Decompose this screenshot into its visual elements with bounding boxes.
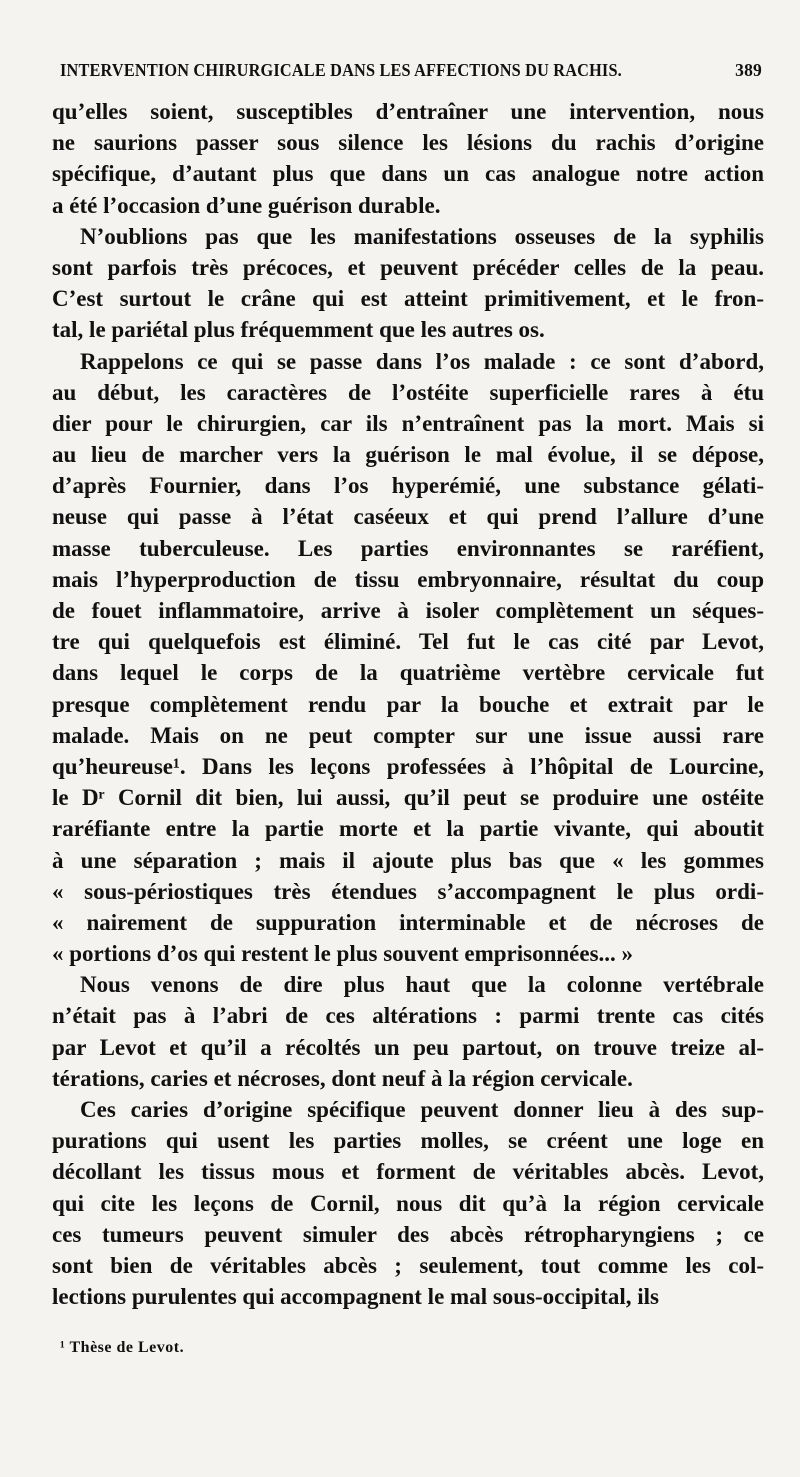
- text-line: presque complètement rendu par la bouche et extrait par le: [52, 691, 764, 717]
- running-header: [60, 60, 762, 81]
- text-line: C’est surtout le crâne qui est atteint primitivement, et le fron-: [52, 286, 764, 312]
- body-text: [52, 96, 764, 1312]
- text-line: térations, caries et nécroses, dont neuf à la région cervicale.: [52, 1065, 633, 1091]
- text-line: tal, le pariétal plus fréquemment que les autres os.: [52, 317, 545, 343]
- footnote: ¹ Thèse de Levot.: [60, 1339, 185, 1356]
- text-line: de fouet inflammatoire, arrive à isoler complètement un séques-: [52, 598, 764, 623]
- text-line: qu’elles soient, susceptibles d’entraîner une intervention, nous: [52, 99, 764, 124]
- text-line: Ces caries d’origine spécifique peuvent donner lieu à des sup-: [80, 1097, 764, 1122]
- text-line: neuse qui passe à l’état caséeux et qui prend l’allure d’une: [52, 504, 764, 530]
- text-line: a été l’occasion d’une guérison durable.: [52, 192, 441, 218]
- text-line: sont bien de véritables abcès ; seulement, tout comme les col-: [52, 1252, 764, 1278]
- paragraph: [52, 346, 764, 970]
- text-line: Nous venons de dire plus haut que la colonne vertébrale: [80, 972, 764, 998]
- text-line: mais l’hyperproduction de tissu embryonnaire, résultat du coup: [52, 566, 764, 592]
- text-line: « sous-périostiques très étendues s’accompagnent le plus ordi-: [52, 878, 764, 904]
- text-line: ne saurions passer sous silence les lésions du rachis d’origine: [52, 130, 764, 156]
- text-line: décollant les tissus mous et forment de véritables abcès. Levot,: [52, 1159, 764, 1185]
- text-line: « nairement de suppuration interminable et de nécroses de: [52, 909, 764, 935]
- text-line: tre qui quelquefois est éliminé. Tel fut le cas cité par Levot,: [52, 629, 764, 655]
- text-line: dans lequel le corps de la quatrième vertèbre cervicale fut: [52, 660, 764, 686]
- text-line: qui cite les leçons de Cornil, nous dit qu’à la région cervicale: [52, 1190, 764, 1216]
- text-line: lections purulentes qui accompagnent le mal sous-occipital, ils: [52, 1284, 659, 1310]
- text-line: au début, les caractères de l’ostéite superficielle rares à étu: [52, 379, 764, 405]
- paragraph: [52, 969, 764, 1094]
- text-line: masse tuberculeuse. Les parties environnantes se raréfient,: [52, 535, 764, 561]
- text-line: d’après Fournier, dans l’os hyperémié, une substance gélati-: [52, 473, 764, 499]
- text-line: par Levot et qu’il a récoltés un peu partout, on trouve treize al-: [52, 1034, 764, 1060]
- text-line: Rappelons ce qui se passe dans l’os malade : ce sont d’abord,: [80, 348, 764, 374]
- text-line: spécifique, d’autant plus que dans un cas analogue notre action: [52, 161, 764, 187]
- paragraph: [52, 96, 764, 221]
- text-line: N’oublions pas que les manifestations osseuses de la syphilis: [80, 223, 764, 249]
- text-line: n’était pas à l’abri de ces altérations : parmi trente cas cités: [52, 1003, 764, 1029]
- text-line: « portions d’os qui restent le plus souvent emprisonnées... »: [52, 941, 634, 967]
- text-line: sont parfois très précoces, et peuvent précéder celles de la peau.: [52, 254, 764, 280]
- text-line: au lieu de marcher vers la guérison le mal évolue, il se dépose,: [52, 442, 764, 468]
- running-title: INTERVENTION CHIRURGICALE DANS LES AFFECTIONS DU RACHIS.: [60, 60, 622, 80]
- text-line: ces tumeurs peuvent simuler des abcès rétropharyngiens ; ce: [52, 1221, 764, 1247]
- text-line: le Dʳ Cornil dit bien, lui aussi, qu’il peut se produire une ostéite: [52, 785, 764, 811]
- paragraph: [52, 1094, 764, 1312]
- text-line: purations qui usent les parties molles, se créent une loge en: [52, 1128, 764, 1154]
- text-line: à une séparation ; mais il ajoute plus bas que « les gommes: [52, 847, 764, 873]
- paragraph: [52, 221, 764, 346]
- text-line: qu’heureuse¹. Dans les leçons professées à l’hôpital de Lourcine,: [52, 753, 764, 779]
- text-line: dier pour le chirurgien, car ils n’entraînent pas la mort. Mais si: [52, 410, 764, 436]
- page-number: 389: [735, 60, 762, 80]
- text-line: malade. Mais on ne peut compter sur une issue aussi rare: [52, 722, 764, 748]
- text-line: raréfiante entre la partie morte et la partie vivante, qui aboutit: [52, 816, 764, 842]
